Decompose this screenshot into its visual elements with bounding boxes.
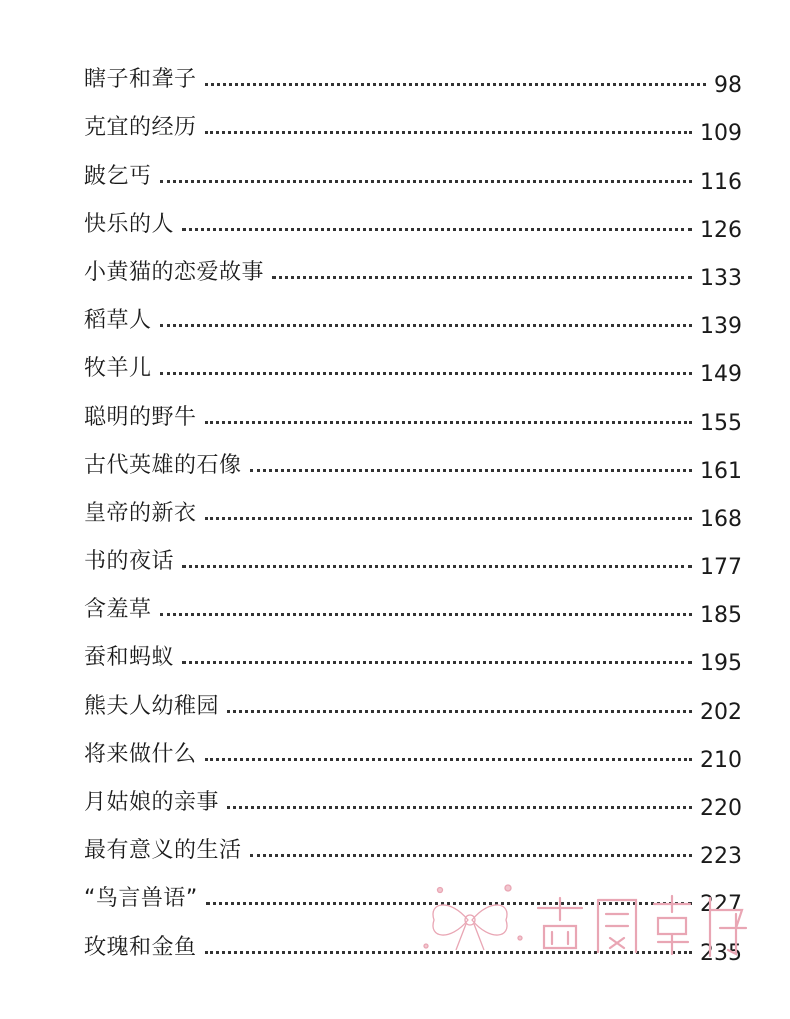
dot-leader (205, 517, 692, 520)
toc-entry[interactable] (84, 920, 742, 968)
entry-title: 古代英雄的石像 (84, 452, 242, 478)
entry-title: 皇帝的新衣 (84, 500, 197, 526)
toc-entry[interactable] (84, 246, 742, 294)
entry-page-number: 139 (700, 314, 742, 340)
dot-leader (182, 228, 692, 231)
dot-leader (205, 758, 692, 761)
entry-title: “鸟言兽语” (84, 886, 198, 912)
toc-entry[interactable] (84, 53, 742, 101)
entry-page-number: 133 (700, 265, 742, 291)
toc-entry[interactable] (84, 390, 742, 438)
toc-entry[interactable] (84, 728, 742, 776)
entry-page-number: 155 (700, 410, 742, 436)
toc-entry[interactable] (84, 824, 742, 872)
entry-page-number: 202 (700, 699, 742, 725)
dot-leader (205, 421, 692, 424)
entry-page-number: 220 (700, 796, 742, 821)
entry-page-number: 195 (700, 651, 742, 677)
dot-leader (205, 131, 692, 134)
dot-leader (205, 951, 692, 954)
toc-entry[interactable] (84, 631, 742, 679)
entry-page-number: 235 (700, 940, 742, 966)
entry-title: 将来做什么 (84, 741, 197, 767)
dot-leader (205, 83, 706, 86)
dot-leader (250, 854, 692, 857)
dot-leader (227, 806, 692, 809)
entry-page-number: 149 (700, 362, 742, 388)
entry-page-number: 223 (700, 844, 742, 870)
toc-entry[interactable] (84, 294, 742, 342)
entry-title: 玫瑰和金鱼 (84, 934, 197, 960)
dot-leader (160, 180, 692, 183)
entry-title: 稻草人 (84, 308, 152, 334)
toc-entry[interactable] (84, 342, 742, 390)
dot-leader (206, 902, 692, 905)
entry-page-number: 109 (700, 121, 742, 147)
toc-entry[interactable] (84, 872, 742, 920)
dot-leader (160, 324, 692, 327)
entry-page-number: 98 (714, 73, 742, 99)
entry-title: 含羞草 (84, 597, 152, 623)
entry-title: 克宜的经历 (84, 115, 197, 141)
toc-entry[interactable] (84, 583, 742, 631)
entry-page-number: 227 (700, 892, 742, 918)
dot-leader (182, 565, 692, 568)
entry-page-number: 168 (700, 506, 742, 532)
entry-title: 瞎子和聋子 (84, 67, 197, 93)
entry-title: 最有意义的生活 (84, 838, 242, 864)
toc-entry[interactable] (84, 679, 742, 727)
entry-page-number: 116 (700, 169, 742, 195)
entry-title: 月姑娘的亲事 (84, 790, 220, 815)
toc-entry[interactable] (84, 439, 742, 487)
entry-title: 快乐的人 (84, 211, 175, 237)
toc-entry[interactable] (84, 776, 742, 824)
dot-leader (272, 276, 692, 279)
toc-entry[interactable] (84, 101, 742, 149)
entry-page-number: 185 (700, 603, 742, 629)
toc-entry[interactable] (84, 535, 742, 583)
entry-title: 聪明的野牛 (84, 404, 197, 430)
toc-entry[interactable] (84, 487, 742, 535)
entry-title: 牧羊儿 (84, 356, 152, 382)
dot-leader (160, 372, 692, 375)
toc-entry[interactable] (84, 149, 742, 197)
dot-leader (250, 469, 692, 472)
dot-leader (160, 613, 692, 616)
entry-title: 跛乞丐 (84, 163, 152, 189)
entry-page-number: 177 (700, 555, 742, 581)
entry-title: 书的夜话 (84, 549, 175, 575)
entry-page-number: 161 (700, 458, 742, 484)
dot-leader (227, 710, 692, 713)
entry-title: 蚕和蚂蚁 (84, 645, 175, 671)
entry-page-number: 210 (700, 747, 742, 773)
dot-leader (182, 661, 692, 664)
table-of-contents (84, 53, 742, 969)
toc-entry[interactable] (84, 198, 742, 246)
entry-title: 小黄猫的恋爱故事 (84, 259, 265, 285)
entry-title: 熊夫人幼稚园 (84, 693, 220, 719)
entry-page-number: 126 (700, 217, 742, 243)
